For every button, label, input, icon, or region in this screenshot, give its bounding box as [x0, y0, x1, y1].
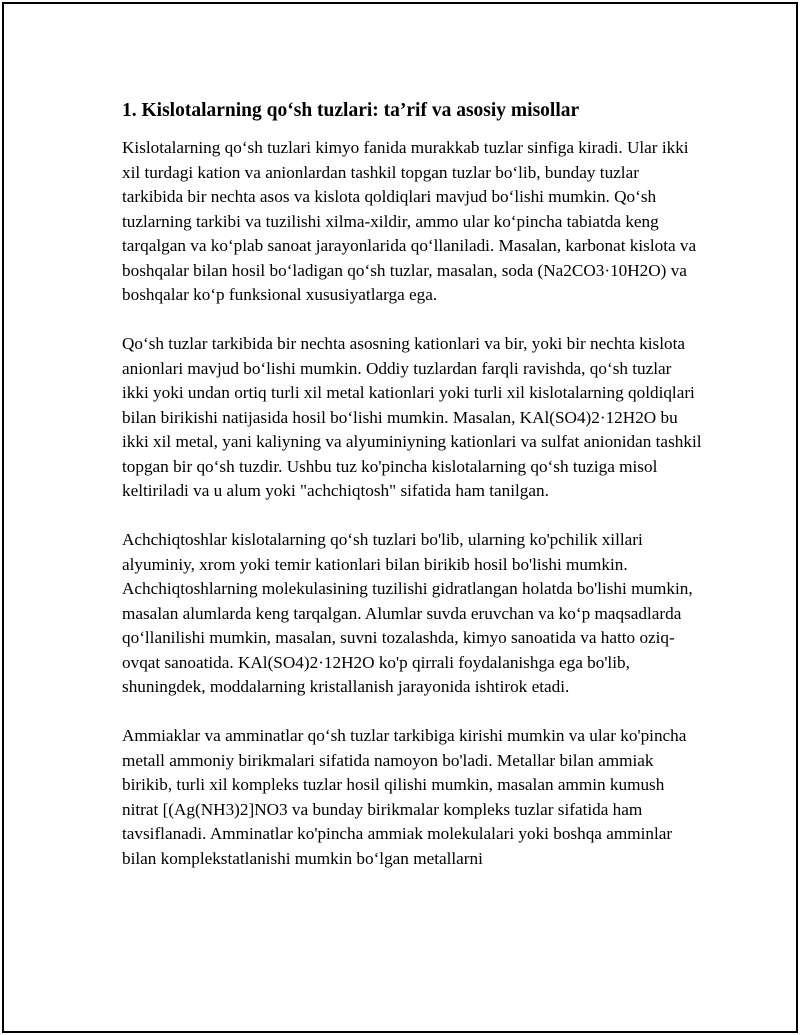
paragraph-3: Achchiqtoshlar kislotalarning qo‘sh tuzlari bo'lib, ularning ko'pchilik xillari alyuminiy, xrom yoki temir kationlari bilan birikib hosil bo'lishi mumkin. Achchiqtoshlarning molekulasining tuzilishi gidratlangan holatda bo'lishi mumkin, masalan alumlarda keng tarqalgan. Alumlar suvda eruvchan va ko‘p maqsadlarda qo‘llanilishi mumkin, masalan, suvni tozalashda, kimyo sanoatida va hatto oziq-ovqat sanoatida. KAl(SO4)2·12H2O ko'p qirrali foydalanishga ega bo'lib, shuningdek, moddalarning kristallanish jarayonida ishtirok etadi. [122, 530, 693, 696]
paragraph-4: Ammiaklar va amminatlar qo‘sh tuzlar tarkibiga kirishi mumkin va ular ko'pincha metall ammoniy birikmalari sifatida namoyon bo'ladi. Metallar bilan ammiak birikib, turli xil kompleks tuzlar hosil qilishi mumkin, masalan ammin kumush nitrat [(Ag(NH3)2]NO3 va bunday birikmalar kompleks tuzlar sifatida ham tavsiflanadi. Amminatlar ko'pincha ammiak molekulalari yoki boshqa amminlar bilan komplekstatlanishi mumkin bo‘lgan metallarni [122, 726, 687, 868]
document-body [122, 98, 702, 896]
paragraph-2: Qo‘sh tuzlar tarkibida bir nechta asosning kationlari va bir, yoki bir nechta kislota anionlari mavjud bo‘lishi mumkin. Oddiy tuzlardan farqli ravishda, qo‘sh tuzlar ikki yoki undan ortiq turli xil metal kationlari yoki turli xil kislotalarning qoldiqlari bilan birikishi natijasida hosil bo‘lishi mumkin. Masalan, KAl(SO4)2·12H2O bu ikki xil metal, yani kaliyning va alyuminiyning kationlari va sulfat anionidan tashkil topgan bir qo‘sh tuzdir. Ushbu tuz ko'pincha kislotalarning qo‘sh tuziga misol keltiriladi va u alum yoki "achchiqtosh" sifatida ham tanilgan. [122, 334, 702, 500]
section-heading: 1. Kislotalarning qo‘sh tuzlari: ta’rif va asosiy misollar [122, 100, 580, 121]
paragraph-1: Kislotalarning qo‘sh tuzlari kimyo fanida murakkab tuzlar sinfiga kiradi. Ular ikki xil turdagi kation va anionlardan tashkil topgan tuzlar bo‘lib, bunday tuzlar tarkibida bir nechta asos va kislota qoldiqlari mavjud bo‘lishi mumkin. Qo‘sh tuzlarning tarkibi va tuzilishi xilma-xildir, ammo ular ko‘pincha tabiatda keng tarqalgan va ko‘plab sanoat jarayonlarida qo‘llaniladi. Masalan, karbonat kislota va boshqalar bilan hosil bo‘ladigan qo‘sh tuzlar, masalan, soda (Na2CO3·10H2O) va boshqalar ko‘p funksional xususiyatlarga ega. [122, 138, 697, 304]
document-page [2, 2, 798, 1033]
